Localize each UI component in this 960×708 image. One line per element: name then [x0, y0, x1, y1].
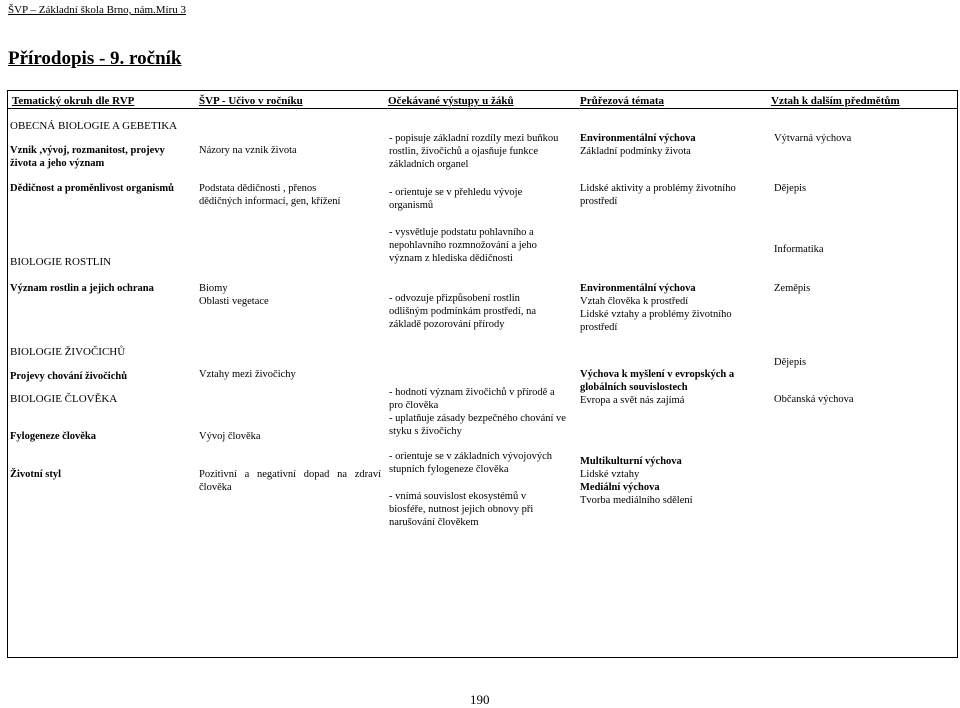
- topic-zivotni-styl: Životní styl: [10, 469, 62, 480]
- tema-tvorba-sdeleni: Tvorba mediálního sdělení: [580, 495, 693, 506]
- predmet-informatika: Informatika: [774, 244, 824, 255]
- ucivo-nazory: Názory na vznik života: [199, 145, 297, 156]
- col-header-vystupy: Očekávané výstupy u žáků: [388, 95, 514, 107]
- ucivo-vyvoj-cloveka: Vývoj člověka: [199, 431, 261, 442]
- predmet-dejepis-1: Dějepis: [774, 183, 807, 194]
- vystup-rozmnozovani: - vysvětluje podstatu pohlavního a nepohlavního rozmnožování a jeho význam z hlediska dědičnosti: [389, 227, 537, 264]
- predmet-zemepis: Zeměpis: [774, 283, 811, 294]
- predmet-obcanska: Občanská výchova: [774, 394, 854, 405]
- tema-vztah-cloveka: Vztah člověka k prostředí: [580, 296, 689, 307]
- ucivo-biomy: Biomy: [199, 283, 228, 294]
- tema-vychova-evropske: Výchova k myšlení v evropských a globálních souvislostech: [580, 369, 735, 393]
- tema-lidske-vztahy: Lidské vztahy: [580, 469, 640, 480]
- ucivo-dedicnost: Podstata dědičnosti , přenos dědičných informací, gen, křížení: [199, 183, 341, 207]
- header-divider: [7, 108, 958, 109]
- topic-vznik-zivota: Vznik ,vývoj, rozmanitost, projevy života a jeho význam: [10, 145, 165, 169]
- topic-fylogeneze: Fylogeneze člověka: [10, 431, 97, 442]
- topic-biologie-cloveka: BIOLOGIE ČLOVĚKA: [10, 393, 118, 405]
- vystup-vyznam-zivocichu: - hodnotí význam živočichů v přírodě a pro člověka: [389, 387, 555, 411]
- col-header-rvp: Tematický okruh dle RVP: [12, 95, 135, 107]
- vystup-bunka: - popisuje základní rozdíly mezi buňkou rostlin, živočichů a ojasňuje funkce základních organel: [389, 133, 559, 170]
- tema-multikulturni: Multikulturní výchova: [580, 456, 682, 467]
- tema-environmentalni-2: Environmentální výchova: [580, 283, 696, 294]
- ucivo-dopad-zdravi: Pozitivní a negativní dopad na zdraví člověka: [199, 469, 381, 493]
- col-header-ucivo: ŠVP - Učivo v ročníku: [199, 95, 303, 107]
- document-title: Přírodopis - 9. ročník: [8, 48, 182, 69]
- tema-lidske-aktivity: Lidské aktivity a problémy životního prostředí: [580, 183, 736, 207]
- vystup-fylogeneze: - orientuje se v základních vývojových stupních fylogeneze člověka: [389, 451, 552, 475]
- topic-biologie-zivocichu: BIOLOGIE ŽIVOČICHŮ: [10, 346, 126, 358]
- col-header-vztah: Vztah k dalším předmětům: [771, 95, 900, 107]
- predmet-dejepis-2: Dějepis: [774, 357, 807, 368]
- vystup-prehled-vyvoje: - orientuje se v přehledu vývoje organismů: [389, 187, 523, 211]
- tema-medialni: Mediální výchova: [580, 482, 660, 493]
- tema-evropa-svet: Evropa a svět nás zajímá: [580, 395, 685, 406]
- tema-lidske-vztahy-problemy: Lidské vztahy a problémy životního prostředí: [580, 309, 732, 333]
- topic-obecna-biologie: OBECNÁ BIOLOGIE A GEBETIKA: [10, 120, 178, 132]
- col-header-temata: Průřezová témata: [580, 95, 664, 107]
- topic-biologie-rostlin: BIOLOGIE ROSTLIN: [10, 256, 112, 268]
- predmet-vytvarna: Výtvarná výchova: [774, 133, 852, 144]
- tema-environmentalni-1: Environmentální výchova: [580, 133, 696, 144]
- vystup-prizpusobeni: - odvozuje přizpůsobení rostlin odlišným podmínkám prostředí, na základě pozorování přírody: [389, 293, 536, 330]
- topic-vyznam-rostlin: Význam rostlin a jejich ochrana: [10, 283, 154, 294]
- topic-projevy-chovani: Projevy chování živočichů: [10, 371, 128, 382]
- running-header: ŠVP – Základní škola Brno, nám.Míru 3: [8, 4, 187, 16]
- ucivo-oblasti-vegetace: Oblasti vegetace: [199, 296, 269, 307]
- vystup-ekosystemy: - vnímá souvislost ekosystémů v biosféře, nutnost jejich obnovy při narušování člověkem: [389, 491, 534, 528]
- ucivo-vztahy-zivocichy: Vztahy mezi živočichy: [199, 369, 296, 380]
- page-number: 190: [470, 692, 490, 707]
- tema-zakladni-podminky: Základní podmínky života: [580, 146, 691, 157]
- topic-dedicnost: Dědičnost a proměnlivost organismů: [10, 183, 175, 194]
- vystup-bezpecne-chovani: - uplatňuje zásady bezpečného chování ve styku s živočichy: [389, 413, 566, 437]
